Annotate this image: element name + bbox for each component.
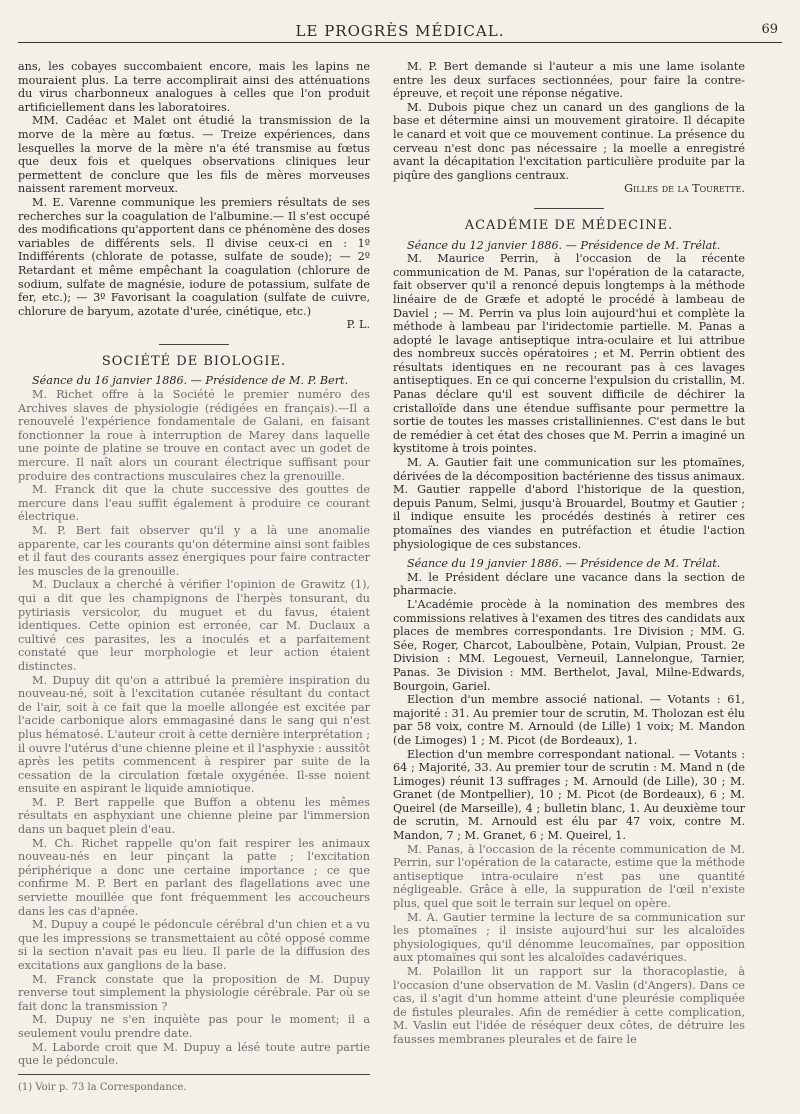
paragraph: M. Laborde croit que M. Dupuy a lésé toute autre partie que le pédoncule. — [18, 1040, 370, 1068]
paragraph: M. E. Varenne communique les premiers résultats de ses recherches sur la coagulation de l'albumine.— Il s'est occupé des modifications qu'apportent dans ce phénomène des doses variables de différents sels. Il divise ceux-ci en : 1º Indifférents (chlorate de potasse, sulfate de soude); — 2º Retardant et même empêchant la coagulation (chlorure de sodium, sulfate de magnésie, iodure de potassium, sulfate de fer, etc.); — 3º Favorisant la coagulation (sulfate de cuivre, chlorure de baryum, azotate d'urée, cinétique, etc.) — [18, 195, 370, 318]
paragraph: M. P. Bert demande si l'auteur a mis une lame isolante entre les deux surfaces sectionnées, pour faire la contre-épreuve, et reçoit une réponse négative. — [393, 60, 745, 101]
paragraph: M. P. Bert fait observer qu'il y a là une anomalie apparente, car les courants qu'on détermine ainsi sont faibles et il faut des courants assez énergiques pour faire contracter les muscles de la grenouille. — [18, 524, 370, 578]
paragraph: M. Franck constate que la proposition de M. Dupuy renverse tout simplement la physiologie cérébrale. Par où se fait donc la transmission ? — [18, 972, 370, 1013]
paragraph: M. Richet offre à la Société le premier numéro des Archives slaves de physiologie (rédigées en français).—Il a renouvelé l'expérience fondamentale de Galani, en faisant fonctionner la roue à interruption de Marey dans laquelle une pointe de platine se trouve en contact avec un godet de mercure. Il naît alors un courant électrique suffisant pour produire des contractions musculaires chez la grenouille. — [18, 388, 370, 483]
signature: Gilles de la Tourette. — [624, 182, 745, 196]
session-heading: Séance du 16 janvier 1886. — Présidence de M. P. Bert. — [32, 374, 349, 388]
paragraph: M. Panas, à l'occasion de la récente communication de M. Perrin, sur l'opération de la cataracte, estime que la méthode antiseptique intra-oculaire n'est pas une quantité négligeable. Grâce à elle, la suppuration de l'œil n'existe plus, quel que soit le terrain sur lequel on opère. — [393, 842, 745, 911]
page-header — [18, 20, 782, 43]
paragraph: M. Franck dit que la chute successive des gouttes de mercure dans l'eau suffit également à produire ce courant électrique. — [18, 483, 370, 524]
paragraph: MM. Cadéac et Malet ont étudié la transmission de la morve de la mère au fœtus. — Treize expériences, dans lesquelles la morve de la mère n'a été transmise au fœtus que deux fois et quelques observations cliniques leur permettent de conclure que les fils de mères morveuses naissent rarement morveux. — [18, 114, 370, 196]
footnote-divider — [18, 1074, 370, 1075]
paragraph: Election d'un membre correspondant national. — Votants : 64 ; Majorité, 33. Au premier tour de scrutin : M. Mand n (de Limoges) réunit 13 suffrages ; M. Arnould (de Lille), 30 ; M. Granet (de Montpellier), 10 ; M. Picot (de Bordeaux), 6 ; M. Queirel (de Marseille), 4 ; bulletin blanc, 1. Au deuxième tour de scrutin, M. Arnould est élu par 47 voix, contre M. Mandon, 7 ; M. Granet, 6 ; M. Queirel, 1. — [393, 747, 745, 843]
paragraph: L'Académie procède à la nomination des membres des commissions relatives à l'examen des titres des candidats aux places de membres correspondants. 1re Division ; MM. G. Sée, Roger, Charcot, Laboulbène, Potain, Vulpian, Proust. 2e Division : MM. Legouest, Verneuil, Lannelongue, Tarnier, Panas. 3e Division : MM. Berthelot, Javal, Milne-Edwards, Bourgoin, Gariel. — [393, 597, 745, 693]
divider — [534, 208, 604, 209]
session-heading: Séance du 19 janvier 1886. — Présidence de M. Trélat. — [407, 557, 721, 571]
paragraph: M. Dubois pique chez un canard un des ganglions de la base et détermine ainsi un mouvement giratoire. Il décapite le canard et voit que ce mouvement continue. La présence du cerveau n'est donc pas nécessaire ; la moelle a enregistré avant la décapitation l'excitation particulière produite par la piqûre des ganglions centraux. — [393, 100, 745, 182]
signature: P. L. — [346, 318, 370, 332]
paragraph: M. P. Bert rappelle que Buffon a obtenu les mêmes résultats en asphyxiant une chienne pleine par l'immersion dans un baquet plein d'eau. — [18, 795, 370, 837]
page-number: 69 — [761, 22, 778, 37]
right-column — [393, 60, 745, 1047]
paragraph: M. Duclaux a cherché à vérifier l'opinion de Grawitz (1), qui a dit que les champignons de l'herpès tonsurant, du pytiriasis versicolor, du muguet et du favus, étaient identiques. Cette opinion est erronée, car M. Duclaux a cultivé ces parasites, les a inoculés et a parfaitement constaté que leur morphologie et leur action étaient distinctes. — [18, 578, 370, 673]
paragraph: M. le Président déclare une vacance dans la section de pharmacie. — [393, 570, 745, 598]
paragraph: M. Dupuy a coupé le pédoncule cérébral d'un chien et a vu que les impressions se transmettaient au côté opposé comme si la section n'avait pas eu lieu. Il parle de la diffusion des excitations aux ganglions de la base. — [18, 918, 370, 972]
paragraph: Election d'un membre associé national. — Votants : 61, majorité : 31. Au premier tour de scrutin, M. Tholozan est élu par 58 voix, contre M. Arnould (de Lille) 1 voix; M. Mandon (de Limoges) 1 ; M. Picot (de Bordeaux), 1. — [393, 693, 745, 747]
paragraph: M. A. Gautier termine la lecture de sa communication sur les ptomaïnes ; il insiste aujourd'hui sur les alcaloïdes physiologiques, qu'il dénomme leucomaïnes, par opposition aux ptomaïnes qui sont les alcaloïdes cadavériques. — [393, 910, 745, 965]
section-heading: SOCIÉTÉ DE BIOLOGIE. — [101, 353, 287, 369]
footnote: (1) Voir p. 73 la Correspondance. — [18, 1081, 187, 1093]
paragraph: M. Maurice Perrin, à l'occasion de la récente communication de M. Panas, sur l'opération de la cataracte, fait observer qu'il a renoncé depuis longtemps à la méthode linéaire de de Græfe et adopté le procédé à lambeau de Daviel ; — M. Perrin va plus loin aujourd'hui et complète la méthode à lambeau par l'iridectomie partielle. M. Panas a adopté le lavage antiseptique intra-oculaire et lui attribue des nombreux succès opératoires ; et M. Perrin obtient des résultats identiques en ne recourant pas à ces lavages antiseptiques. En ce qui concerne l'expulsion du cristallin, M. Panas déclare qu'il est souvent difficile de déchirer la cristalloïde dans une étendue suffisante pour permettre la sortie de toutes les masses cristalliniennes. C'est dans le but de remédier à cet état des choses que M. Perrin a imaginé un kystitome à trois pointes. — [393, 252, 745, 456]
session-heading: Séance du 12 janvier 1886. — Présidence de M. Trélat. — [407, 238, 721, 252]
paragraph: ans, les cobayes succombaient encore, mais les lapins ne mouraient plus. La terre accomplirait ainsi des atténuations du virus charbonneux analogues à celles que l'on produit artificiellement dans les laboratoires. — [18, 60, 370, 114]
paragraph: M. Ch. Richet rappelle qu'on fait respirer les animaux nouveau-nés en leur pinçant la patte ; l'excitation périphérique a donc une certaine importance ; ce que confirme M. P. Bert en parlant des flagellations avec une serviette mouillée que font fréquemment les accoucheurs dans les cas d'apnée. — [18, 836, 370, 918]
paragraph: M. A. Gautier fait une communication sur les ptomaïnes, dérivées de la décomposition bactérienne des tissus animaux. M. Gautier rappelle d'abord l'historique de la question, depuis Panum, Selmi, jusqu'à Brouardel, Boutmy et Gautier ; il indique ensuite les procédés destinés à retirer ces ptomaïnes des viandes en putréfaction et étudie l'action physiologique de ces substances. — [393, 456, 745, 551]
paragraph: M. Dupuy dit qu'on a attribué la première inspiration du nouveau-né, soit à l'excitation cutanée résultant du contact de l'air, soit à ce fait que la moelle allongée est excitée par l'acide carbonique alors emmagasiné dans le sang qui n'est plus hématosé. L'auteur croit à cette dernière interprétation ; il ouvre l'utérus d'une chienne pleine et il l'asphyxie : aussitôt après les petits commencent à respirer par suite de la cessation de la circulation fœtale oxygénée. Il-sse noient ensuite en aspirant le liquide amniotique. — [18, 673, 370, 796]
faded-text-block — [393, 843, 745, 1047]
faded-text-block — [18, 388, 370, 1068]
left-column — [18, 60, 370, 1094]
paragraph: M. Polaillon lit un rapport sur la thoracoplastie, à l'occasion d'une observation de M. Vaslin (d'Angers). Dans ce cas, il s'agit d'un homme atteint d'une pleurésie compliquée de fistules pleurales. Afin de remédier à cette complication, M. Vaslin eut l'idée de réséquer deux côtes, de détruire les fausses membranes pleurales et de faire le — [393, 965, 745, 1046]
section-heading: ACADÉMIE DE MÉDECINE. — [464, 217, 674, 233]
paragraph: M. Dupuy ne s'en inquiète pas pour le moment; il a seulement voulu prendre date. — [18, 1013, 370, 1040]
running-title: LE PROGRÈS MÉDICAL. — [295, 22, 505, 40]
divider — [159, 344, 229, 345]
